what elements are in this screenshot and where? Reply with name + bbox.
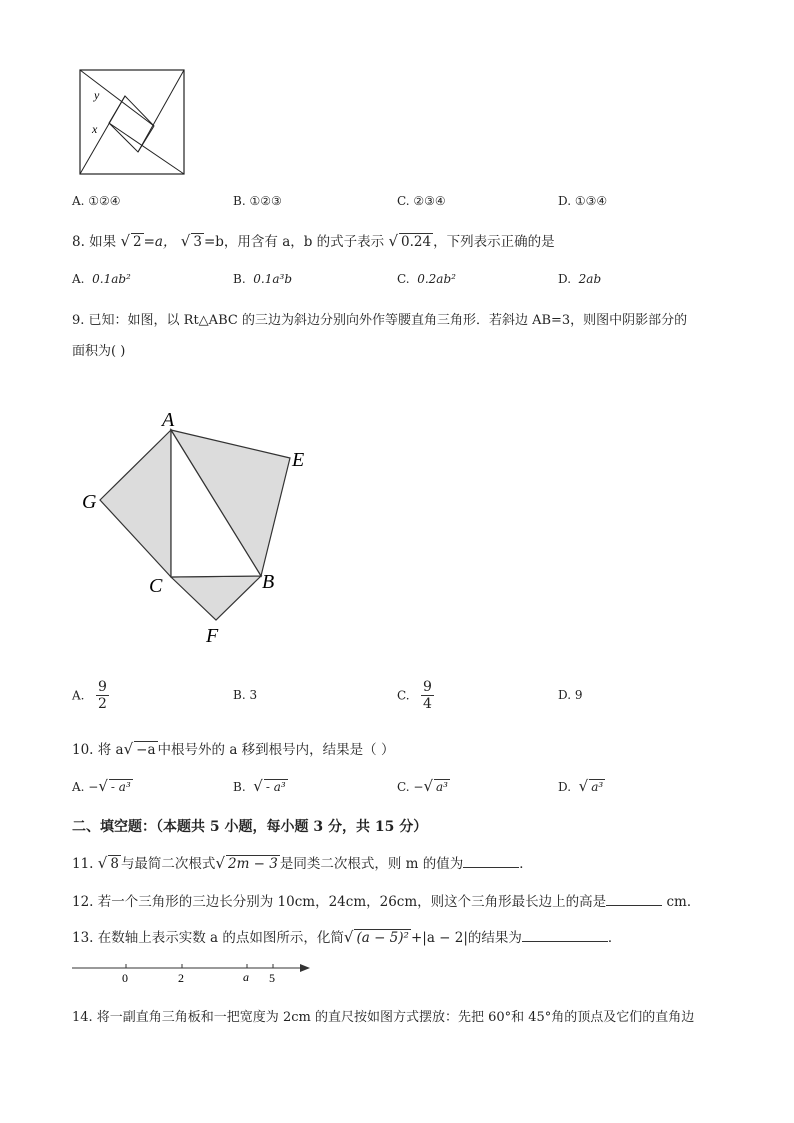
q9-option-d: D. 9 bbox=[558, 688, 583, 702]
label-a: A bbox=[162, 409, 175, 431]
tick-label-0: 0 bbox=[122, 971, 128, 985]
q10-option-a: A. −√ - a³ bbox=[72, 777, 131, 795]
inner-square bbox=[109, 96, 154, 152]
number-line bbox=[70, 958, 320, 988]
q9-stem-line2: 面积为( ) bbox=[72, 344, 126, 359]
q8-rad3: 3 bbox=[193, 234, 202, 250]
q7-option-a: A. ①②④ bbox=[72, 194, 121, 208]
q7-option-d: D. ①③④ bbox=[558, 194, 608, 208]
tick-label-a: a bbox=[243, 970, 249, 984]
q8-option-a: A. 0.1ab² bbox=[72, 272, 131, 286]
tick-label-5: 5 bbox=[269, 971, 275, 985]
q8-stem: 8. 如果 √ 2 =a， √ 3 =b，用含有 a，b 的式子表示 √ 0.24 ，下列表示正确的是 bbox=[72, 232, 555, 250]
diag-line-4 bbox=[109, 123, 184, 174]
axis-arrow bbox=[300, 964, 310, 972]
q13-stem: 13. 在数轴上表示实数 a 的点如图所示，化简√ (a − 5)² +|a − 2|的结果为 ． bbox=[72, 928, 622, 946]
q10-option-b: B. √ - a³ bbox=[233, 777, 286, 795]
q14-stem: 14. 将一副直角三角板和一把宽度为 2cm 的直尺按如图方式摆放：先把 60°和 45°角的顶点及它们的直角边 bbox=[72, 1010, 695, 1025]
q10-rad: −a bbox=[136, 742, 156, 758]
label-f: F bbox=[206, 625, 219, 647]
shaded-triangle-cbf bbox=[171, 576, 261, 620]
label-g: G bbox=[82, 491, 97, 513]
diag-line-2 bbox=[80, 70, 154, 126]
q9-stem-line1: 9. 已知：如图，以 Rt△ABC 的三边为斜边分别向外作等腰直角三角形．若斜边 AB=3，则图中阴影部分的 bbox=[72, 313, 688, 328]
q8-option-b: B. 0.1a³b bbox=[233, 272, 293, 286]
q9-triangle-figure bbox=[76, 400, 336, 650]
q12-answer-blank[interactable] bbox=[606, 893, 662, 906]
q13-answer-blank[interactable] bbox=[522, 929, 608, 942]
section-2-title: 二、填空题：（本题共 5 小题，每小题 3 分，共 15 分） bbox=[72, 819, 428, 835]
q8-eq-a: =a， bbox=[143, 234, 177, 250]
q9-option-b: B. 3 bbox=[233, 688, 258, 702]
q7-option-c: C. ②③④ bbox=[397, 194, 446, 208]
label-y: y bbox=[94, 88, 100, 102]
shaded-triangle-acg bbox=[100, 430, 171, 577]
diag-line-1 bbox=[80, 96, 125, 174]
q9-option-a: A. $\frac{9}{2}$ bbox=[72, 679, 107, 712]
label-e: E bbox=[292, 449, 305, 471]
q8-option-c: C. 0.2ab² bbox=[397, 272, 456, 286]
q7-option-b: B. ①②③ bbox=[233, 194, 282, 208]
q8-rad2: 2 bbox=[133, 234, 142, 250]
q8-option-d: D. 2ab bbox=[558, 272, 602, 286]
q8-tail: ，下列表示正确的是 bbox=[433, 234, 555, 250]
label-x: x bbox=[92, 122, 98, 136]
q9-option-c: C. $\frac{9}{4}$ bbox=[397, 679, 432, 712]
q7-square-figure bbox=[76, 66, 188, 178]
q11-stem: 11. √ 8 与最简二次根式√ 2m − 3 是同类二次根式，则 m 的值为 ． bbox=[72, 854, 533, 872]
q10-stem: 10. 将 a√ −a 中根号外的 a 移到根号内，结果是（ ） bbox=[72, 740, 395, 758]
q11-answer-blank[interactable] bbox=[463, 855, 519, 868]
label-c: C bbox=[149, 575, 163, 597]
q8-number: 8. 如果 bbox=[72, 234, 117, 250]
q12-stem: 12. 若一个三角形的三边长分别为 10cm，24cm，26cm，则这个三角形最长边上的高是 cm． bbox=[72, 894, 701, 910]
diag-line-3 bbox=[138, 70, 184, 152]
tick-label-2: 2 bbox=[178, 971, 184, 985]
q8-rad024: 0.24 bbox=[401, 234, 432, 250]
q8-eq-b: =b，用含有 a，b 的式子表示 bbox=[203, 234, 385, 250]
q10-option-d: D. √ a³ bbox=[558, 777, 604, 795]
q10-option-c: C. −√ a³ bbox=[397, 777, 448, 795]
label-b: B bbox=[262, 571, 275, 593]
